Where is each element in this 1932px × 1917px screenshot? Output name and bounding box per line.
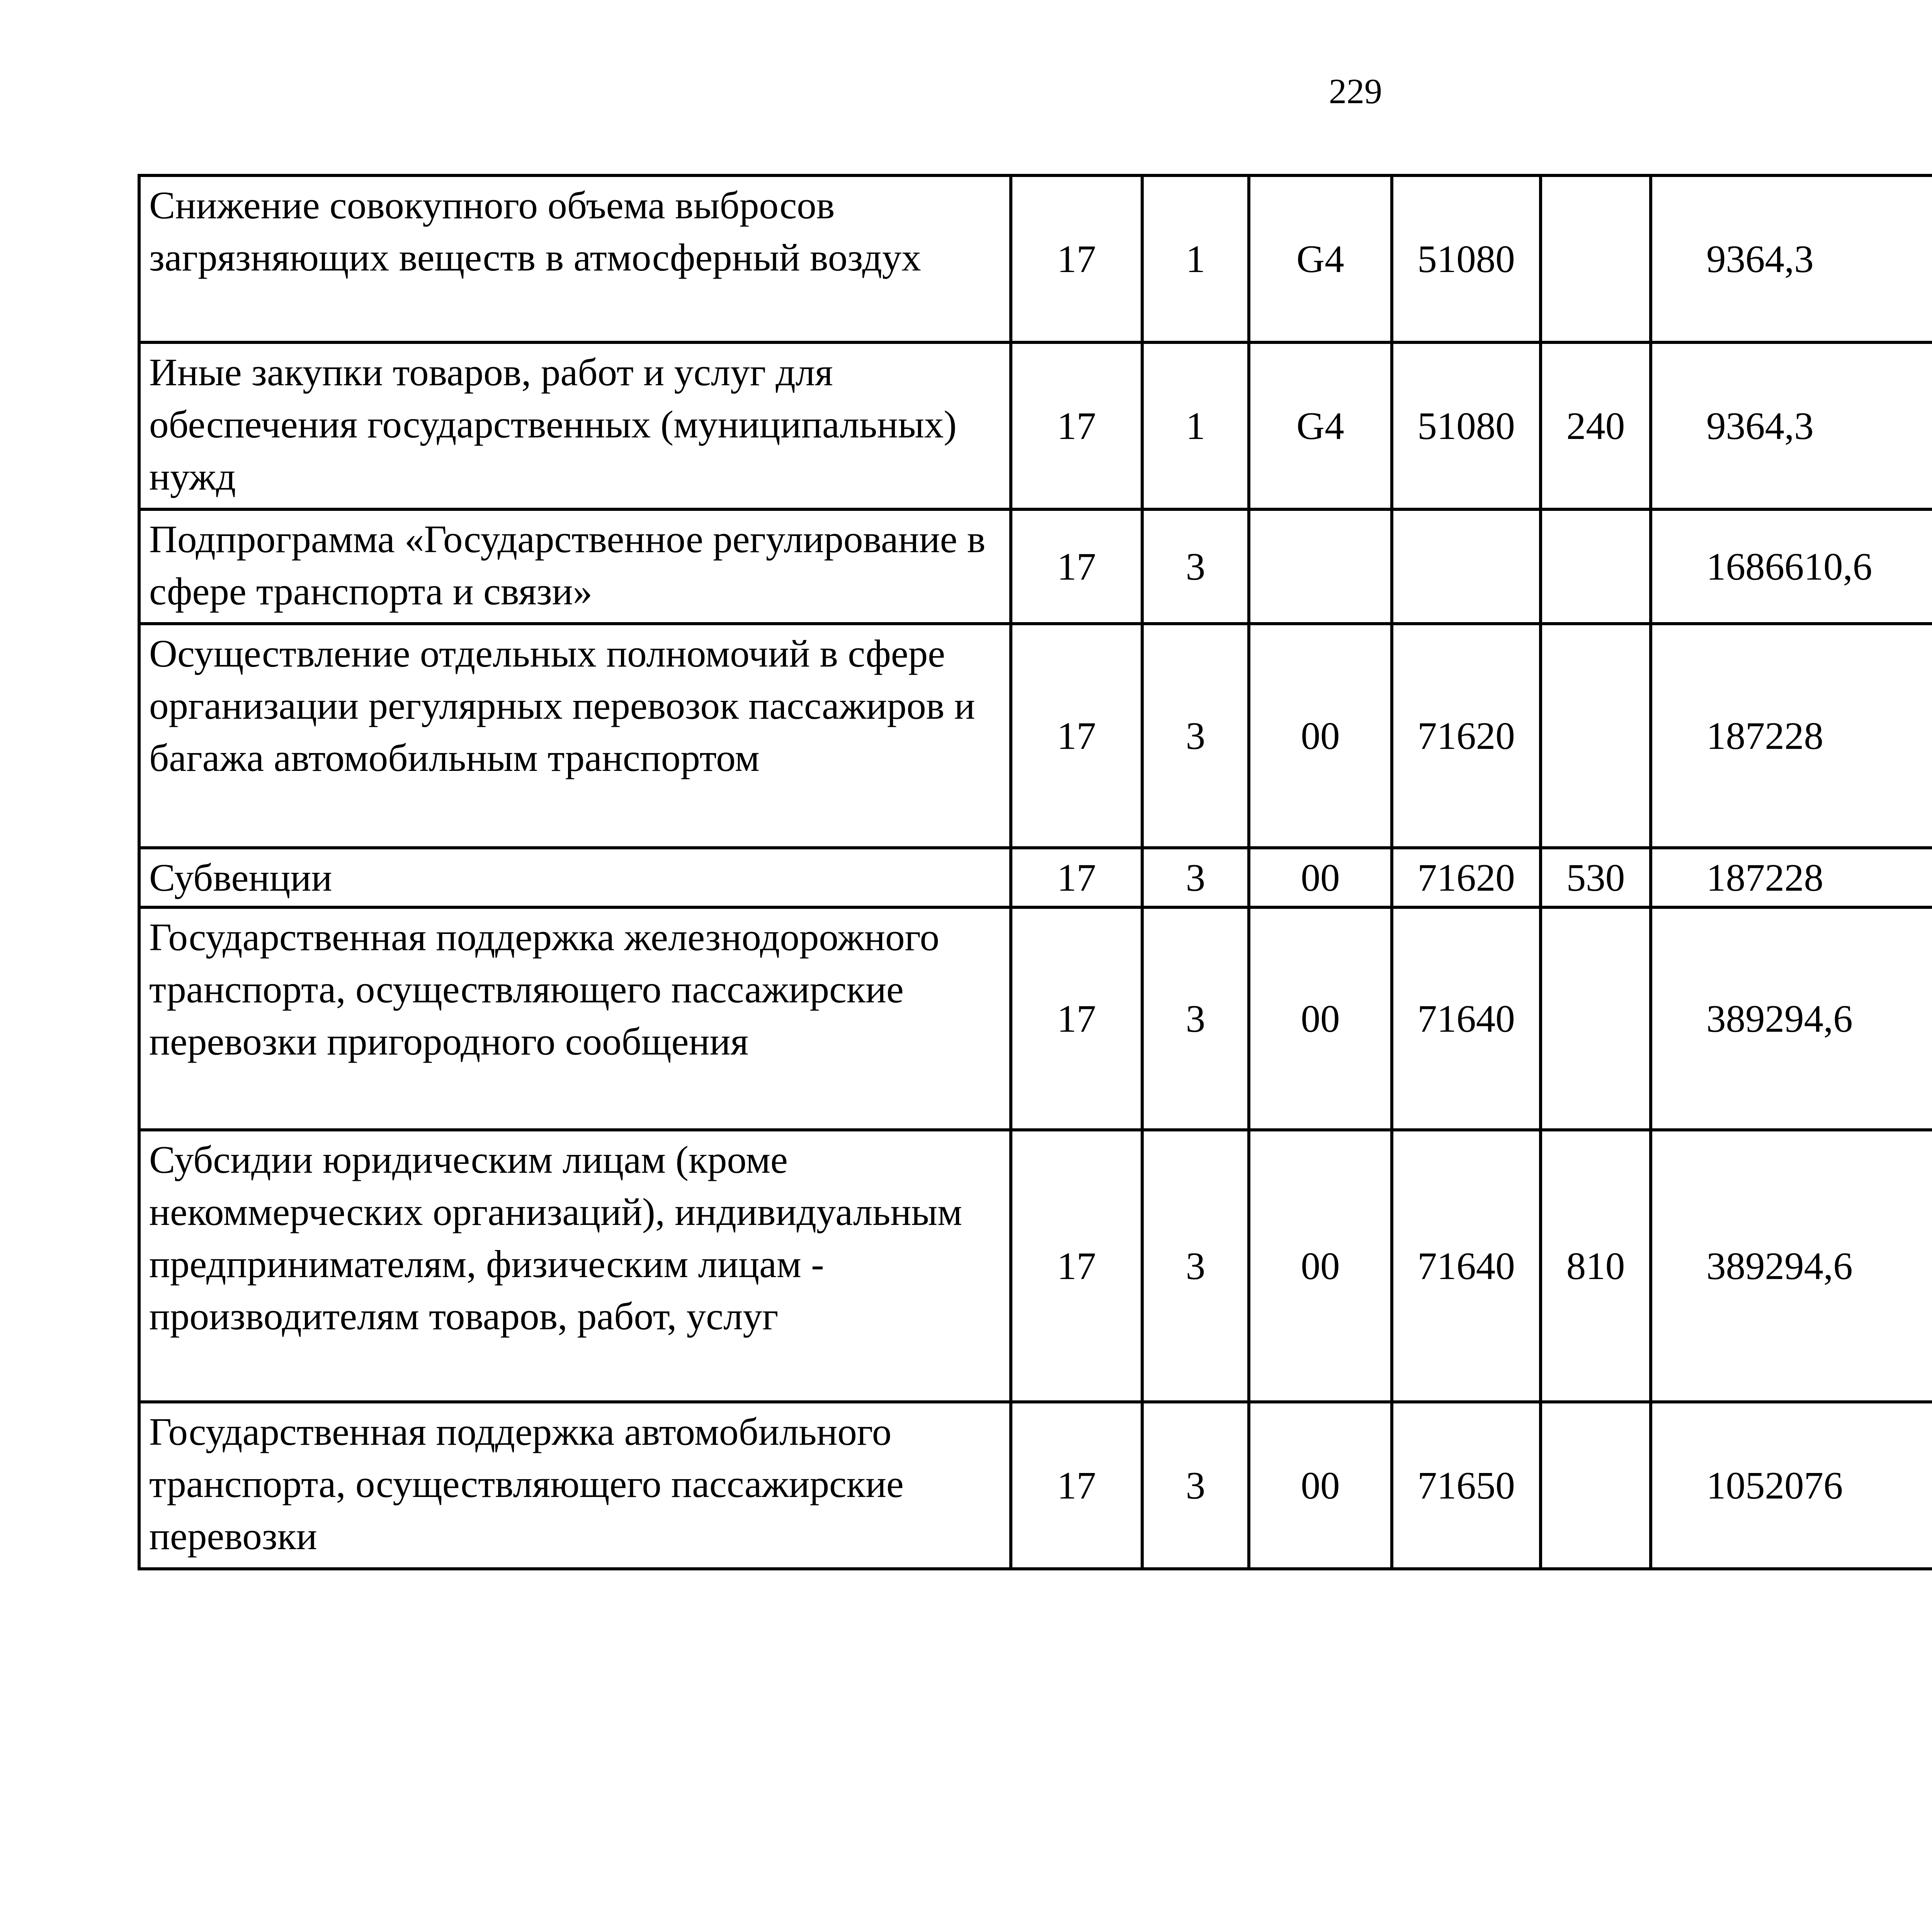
subsection-code-cell: 3 (1142, 624, 1249, 848)
target-code-cell: 71620 (1392, 848, 1541, 907)
program-code-cell: 00 (1249, 1130, 1392, 1402)
section-code-cell: 17 (1011, 848, 1142, 907)
program-code-cell: 00 (1249, 1402, 1392, 1569)
subsection-code-cell: 1 (1142, 175, 1249, 342)
item-name-cell: Государственная поддержка железнодорожного транспорта, осуществляющего пассажирские перевозки пригородного сообщения (139, 907, 1011, 1130)
item-name-cell: Подпрограмма «Государственное регулирование в сфере транспорта и связи» (139, 509, 1011, 624)
table-body (139, 175, 1932, 1569)
subsection-code-cell: 3 (1142, 1402, 1249, 1569)
expense-type-cell (1541, 175, 1651, 342)
target-code-cell: 71640 (1392, 1130, 1541, 1402)
table-row (139, 1402, 1932, 1569)
target-code-cell: 51080 (1392, 175, 1541, 342)
section-code-cell: 17 (1011, 624, 1142, 848)
table-row (139, 624, 1932, 848)
item-name-cell: Иные закупки товаров, работ и услуг для обеспечения государственных (муниципальных) нужд (139, 342, 1011, 509)
section-code-cell: 17 (1011, 907, 1142, 1130)
item-name-cell: Государственная поддержка автомобильного транспорта, осуществляющего пассажирские перевозки (139, 1402, 1011, 1569)
table-row (139, 175, 1932, 342)
expense-type-cell: 810 (1541, 1130, 1651, 1402)
budget-table (138, 174, 1932, 1570)
program-code-cell: 00 (1249, 624, 1392, 848)
amount-year-1-cell: 9364,3 (1651, 342, 1932, 509)
expense-type-cell (1541, 1402, 1651, 1569)
item-name-cell: Субвенции (139, 848, 1011, 907)
amount-year-1-cell: 1052076 (1651, 1402, 1932, 1569)
target-code-cell: 71620 (1392, 624, 1541, 848)
table-row (139, 342, 1932, 509)
subsection-code-cell: 3 (1142, 907, 1249, 1130)
subsection-code-cell: 1 (1142, 342, 1249, 509)
table-row (139, 907, 1932, 1130)
item-name-cell: Осуществление отдельных полномочий в сфере организации регулярных перевозок пассажиров и багажа автомобильным транспортом (139, 624, 1011, 848)
target-code-cell: 71650 (1392, 1402, 1541, 1569)
amount-year-1-cell: 389294,6 (1651, 907, 1932, 1130)
page-number: 229 (1329, 71, 1382, 111)
target-code-cell: 51080 (1392, 342, 1541, 509)
program-code-cell: 00 (1249, 907, 1392, 1130)
section-code-cell: 17 (1011, 342, 1142, 509)
section-code-cell: 17 (1011, 1130, 1142, 1402)
amount-year-1-cell: 1686610,6 (1651, 509, 1932, 624)
expense-type-cell: 530 (1541, 848, 1651, 907)
target-code-cell: 71640 (1392, 907, 1541, 1130)
section-code-cell: 17 (1011, 1402, 1142, 1569)
program-code-cell: 00 (1249, 848, 1392, 907)
program-code-cell: G4 (1249, 175, 1392, 342)
expense-type-cell: 240 (1541, 342, 1651, 509)
table-row (139, 509, 1932, 624)
item-name-cell: Снижение совокупного объема выбросов загрязняющих веществ в атмосферный воздух (139, 175, 1011, 342)
expense-type-cell (1541, 624, 1651, 848)
subsection-code-cell: 3 (1142, 848, 1249, 907)
program-code-cell: G4 (1249, 342, 1392, 509)
expense-type-cell (1541, 907, 1651, 1130)
item-name-cell: Субсидии юридическим лицам (кроме некоммерческих организаций), индивидуальным предпринимателям, физическим лицам - производителям товаров, работ, услуг (139, 1130, 1011, 1402)
subsection-code-cell: 3 (1142, 1130, 1249, 1402)
target-code-cell (1392, 509, 1541, 624)
section-code-cell: 17 (1011, 509, 1142, 624)
expense-type-cell (1541, 509, 1651, 624)
program-code-cell (1249, 509, 1392, 624)
table-row (139, 848, 1932, 907)
amount-year-1-cell: 187228 (1651, 848, 1932, 907)
table-row (139, 1130, 1932, 1402)
amount-year-1-cell: 9364,3 (1651, 175, 1932, 342)
section-code-cell: 17 (1011, 175, 1142, 342)
amount-year-1-cell: 389294,6 (1651, 1130, 1932, 1402)
subsection-code-cell: 3 (1142, 509, 1249, 624)
amount-year-1-cell: 187228 (1651, 624, 1932, 848)
